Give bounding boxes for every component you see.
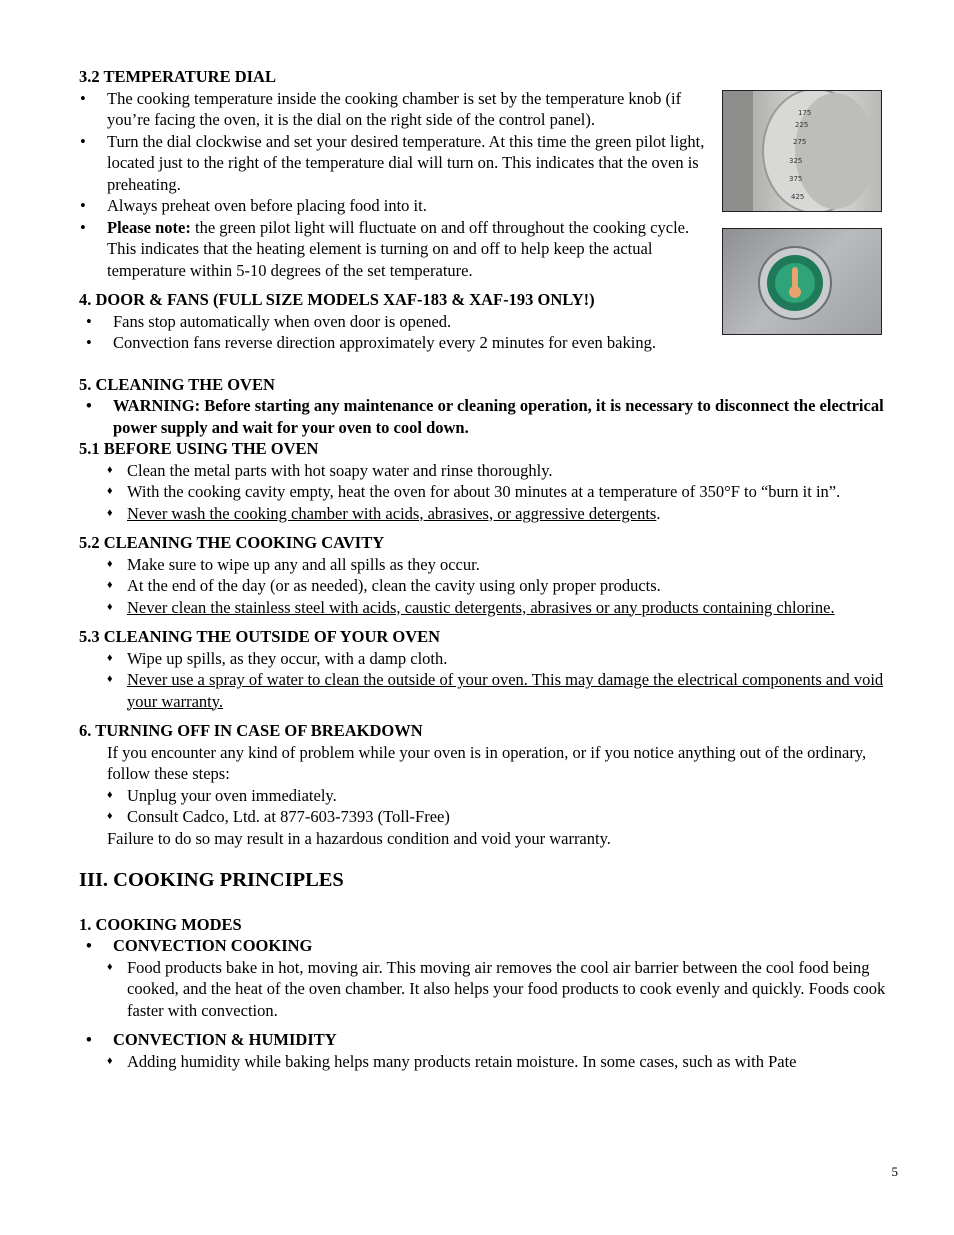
list-item: • Turn the dial clockwise and set your desired temperature. At this time the green pilot light, located just to the right of the temperature dial will turn on. This indicates that the oven is preheating. [79, 131, 901, 196]
list-item: ♦ At the end of the day (or as needed), clean the cavity using only proper products. [79, 575, 901, 597]
manual-page [79, 66, 901, 1072]
list-item: ♦ Wipe up spills, as they occur, with a damp cloth. [79, 648, 901, 670]
dial-mark-425: 425 [791, 193, 805, 201]
caution-text: Never wash the cooking chamber with acids, abrasives, or aggressive detergents [127, 503, 657, 523]
note-label: Please note: [107, 217, 191, 237]
heading-cleaning-oven: 5. CLEANING THE OVEN [79, 374, 275, 394]
convection-cooking-label: • CONVECTION COOKING [79, 935, 901, 957]
list-item [79, 597, 901, 619]
heading-cleaning-outside: 5.3 CLEANING THE OUTSIDE OF YOUR OVEN [79, 627, 441, 646]
list-item: • Always preheat oven before placing food into it. [79, 195, 901, 217]
list-item: ♦ Consult Cadco, Ltd. at 877-603-7393 (Toll-Free) [79, 806, 901, 828]
convection-list [79, 935, 901, 957]
page-number: 5 [891, 1164, 898, 1179]
temperature-dial-list [79, 88, 901, 282]
dial-mark-375: 375 [789, 175, 803, 183]
breakdown-intro: If you encounter any kind of problem while your oven is in operation, or if you notice anything out of the ordinary, follow these steps: [107, 742, 867, 783]
cleaning-outside-list [79, 648, 901, 713]
list-item: ♦ Unplug your oven immediately. [79, 785, 901, 807]
door-fans-list [79, 311, 901, 354]
list-item: ♦ Food products bake in hot, moving air. This moving air removes the cool air barrier between the cool food being cooked, and the heat of the oven chamber. It also helps your food products to cook evenly and quickly. Foods cook faster with convection. [79, 957, 901, 1022]
heading-breakdown: 6. TURNING OFF IN CASE OF BREAKDOWN [79, 721, 423, 740]
list-item: • The cooking temperature inside the cooking chamber is set by the temperature knob (if you’re facing the oven, it is the dial on the right side of the control panel). [79, 88, 901, 131]
humidity-detail-list [79, 1051, 901, 1073]
dial-mark-325: 325 [789, 157, 803, 165]
heading-cooking-modes: 1. COOKING MODES [79, 914, 242, 934]
heading-cooking-principles: III. COOKING PRINCIPLES [79, 869, 344, 891]
list-item [79, 217, 901, 282]
list-item [79, 669, 901, 712]
heading-door-fans: 4. DOOR & FANS (FULL SIZE MODELS XAF-183 & XAF-193 ONLY!) [79, 290, 595, 309]
breakdown-steps-list [79, 785, 901, 828]
dial-mark-175: 175 [798, 109, 812, 117]
convection-detail-list [79, 957, 901, 1022]
cleaning-cavity-list [79, 554, 901, 619]
warning-list [79, 395, 901, 438]
heading-before-using: 5.1 BEFORE USING THE OVEN [79, 439, 319, 458]
heading-temperature-dial: 3.2 TEMPERATURE DIAL [79, 67, 276, 86]
list-item: ♦ Adding humidity while baking helps many products retain moisture. In some cases, such as with Pate [79, 1051, 901, 1073]
caution-text: Never use a spray of water to clean the outside of your oven. This may damage the electrical components and void your warranty. [127, 670, 884, 711]
caution-period: . [656, 503, 661, 523]
list-item [79, 503, 901, 525]
list-item: ♦ With the cooking cavity empty, heat the oven for about 30 minutes at a temperature of 350°F to “burn it in”. [79, 481, 901, 503]
warning-text: • WARNING: Before starting any maintenance or cleaning operation, it is necessary to disconnect the electrical power supply and wait for your oven to cool down. [79, 395, 901, 438]
breakdown-outro: Failure to do so may result in a hazardous condition and void your warranty. [107, 828, 611, 848]
before-using-list [79, 460, 901, 525]
convection-humidity-label: • CONVECTION & HUMIDITY [79, 1029, 901, 1051]
humidity-list [79, 1029, 901, 1051]
list-item: • Convection fans reverse direction approximately every 2 minutes for even baking. [79, 332, 901, 354]
list-item: ♦ Make sure to wipe up any and all spills as they occur. [79, 554, 901, 576]
list-item: ♦ Clean the metal parts with hot soapy water and rinse thoroughly. [79, 460, 901, 482]
caution-text: Never clean the stainless steel with acids, caustic detergents, abrasives or any products containing chlorine. [127, 597, 835, 617]
dial-mark-225: 225 [795, 121, 809, 129]
list-item: • Fans stop automatically when oven door is opened. [79, 311, 901, 333]
heading-cleaning-cavity: 5.2 CLEANING THE COOKING CAVITY [79, 533, 385, 552]
dial-mark-275: 275 [793, 138, 807, 146]
note-text: the green pilot light will fluctuate on and off throughout the cooking cycle. This indicates that the heating element is turning on and off to help keep the actual temperature within 5-10 degrees of the set temperature. [107, 217, 690, 280]
